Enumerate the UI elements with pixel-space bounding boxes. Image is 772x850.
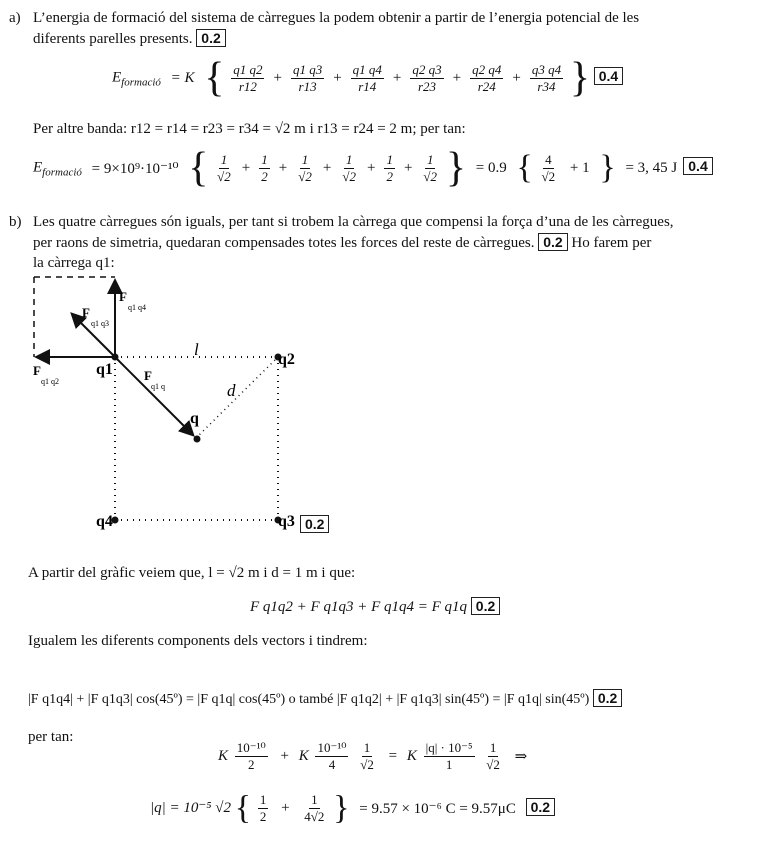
eq3-frac3-den: √2	[360, 757, 374, 772]
mark-a3: 0.4	[683, 157, 712, 175]
mark-a2: 0.4	[594, 67, 623, 85]
eq3-k2: K	[298, 747, 309, 764]
eq2-term-3	[340, 152, 358, 185]
eq1-term-3-den: r23	[417, 78, 437, 94]
eq2-frac-den: √2	[541, 168, 556, 184]
eq2-term-4	[384, 152, 395, 185]
section-b-line3: la càrrega q1:	[33, 255, 115, 271]
charge-q-dot	[194, 436, 201, 443]
eq3-frac3	[358, 740, 376, 773]
label-q1: q1	[96, 361, 113, 378]
eq1-plus-2: +	[333, 69, 342, 86]
eq2-pre: = 9×10⁹·10⁻¹⁰	[91, 160, 179, 177]
vector-sum-equation	[250, 597, 500, 616]
eq4-rhs: = 9.57 × 10⁻⁶ C = 9.57μC	[359, 801, 516, 817]
eq1-plus-5: +	[512, 69, 521, 86]
eq2-term-5-num: 1	[426, 151, 434, 167]
label-F-q1q4: F	[119, 289, 127, 304]
eq4-frac2-den: 4√2	[304, 809, 325, 824]
charges-diagram	[20, 268, 380, 538]
section-b-line1: Les quatre càrregues són iguals, per tant si trobem la càrrega que compensi la força d’una de les càrregues,	[33, 214, 674, 230]
eq2-terms	[212, 151, 442, 184]
eq2-term-1-num: 1	[261, 151, 268, 167]
section-b-line2-tail: Ho farem per	[571, 235, 652, 251]
eq4-plus: +	[281, 800, 290, 816]
label-F-q1q4-sub: q1 q4	[128, 303, 146, 312]
components-equation	[28, 689, 622, 708]
intro-line2-text: diferents parelles presents.	[33, 31, 193, 47]
label-d: d	[227, 381, 236, 400]
eq2-plus-5: +	[403, 159, 413, 176]
eq1-term-0-den: r12	[238, 78, 257, 94]
eq3-frac2-den: 4	[328, 757, 336, 772]
eq4-frac1-num: 1	[259, 792, 267, 807]
eq3-arrow: ⇒	[514, 749, 528, 765]
eq1-term-3-num: q2 q3	[412, 61, 442, 77]
label-F-q1q3-sub: q1 q3	[91, 319, 109, 328]
eq1-term-0	[231, 62, 264, 95]
section-a-intro-line1: L’energia de formació del sistema de càrregues la podem obtenir a partir de l’energia potencial de les	[33, 10, 640, 26]
eq4-open-brace: {	[234, 789, 252, 827]
equation-formation-numeric	[33, 145, 713, 191]
eq3-frac1-den: 2	[248, 757, 255, 772]
eq2-term-3-den: √2	[342, 168, 356, 184]
eq1-term-4-den: r24	[477, 78, 496, 94]
eq1-plus-1: +	[273, 69, 282, 86]
mark-a1: 0.2	[196, 29, 225, 47]
eq3-frac3-num: 1	[363, 740, 371, 755]
eq1-open-brace: {	[204, 55, 225, 101]
eq2-plus-2: +	[278, 159, 288, 176]
graph-line: A partir del gràfic veiem que, l = √2 m i d = 1 m i que:	[28, 565, 356, 581]
eq1-term-5	[530, 62, 563, 95]
eq1-equals-k: = K	[170, 69, 195, 86]
label-F-q1q2: F	[33, 363, 41, 378]
mark-b4: 0.2	[526, 798, 555, 816]
label-F-q1q3: F	[82, 305, 90, 320]
eq1-close-brace: }	[569, 55, 590, 101]
eq2-frac-num: 4	[545, 151, 552, 167]
label-q4: q4	[96, 513, 113, 530]
eq3-frac4-num: |q| · 10⁻⁵	[425, 740, 473, 755]
eq2-term-5-den: √2	[423, 168, 438, 184]
eq2-mid: = 0.9	[475, 159, 507, 176]
mark-b2: 0.2	[471, 597, 500, 615]
eq4-frac1	[258, 792, 269, 825]
eq2-open-brace-2: {	[516, 149, 533, 186]
eq2-open-brace: {	[188, 145, 209, 191]
mark-b3: 0.2	[593, 689, 622, 707]
eq2-term-4-den: 2	[386, 168, 393, 184]
eq1-term-2-num: q1 q4	[352, 61, 382, 77]
label-l: l	[194, 340, 199, 359]
section-a-label: a)	[9, 10, 21, 26]
eq3-frac5-num: 1	[489, 740, 497, 755]
comp-eq-text: |F q1q4| + |F q1q3| cos(45º) = |F q1q| cos(45º) o també |F q1q2| + |F q1q3| sin(45º) = |F q1q| sin(45º)	[28, 692, 590, 707]
equation-formation-energy	[112, 55, 623, 101]
components-line: Igualem les diferents components dels vectors i tindrem:	[28, 633, 368, 649]
eq1-term-0-num: q1 q2	[233, 61, 263, 77]
eq2-plus-4: +	[366, 159, 376, 176]
eq2-term-0	[215, 152, 233, 185]
eq3-frac1	[235, 740, 268, 773]
eq3-k3: K	[406, 747, 417, 764]
eq2-term-0-den: √2	[217, 168, 231, 184]
eq2-term-2-den: √2	[298, 168, 312, 184]
eq2-term-2-num: 1	[301, 151, 309, 167]
mark-b1: 0.2	[538, 233, 567, 251]
eq4-frac1-den: 2	[259, 809, 267, 824]
eq2-term-3-num: 1	[345, 151, 353, 167]
distances-line: Per altre banda: r12 = r14 = r23 = r34 = √2 m i r13 = r24 = 2 m; per tan:	[33, 121, 466, 137]
label-q: q	[190, 410, 199, 427]
per-tan-line: per tan:	[28, 729, 74, 745]
eq1-term-1	[291, 62, 324, 95]
eq4-close-brace: }	[333, 789, 350, 827]
eq1-term-2-den: r14	[358, 78, 377, 94]
eq3-frac5	[484, 740, 502, 773]
eq1-term-3	[410, 62, 443, 95]
eq2-plus1: + 1	[569, 159, 590, 176]
eq3-plus: +	[280, 748, 289, 764]
eq2-lhs-sub: formació	[42, 166, 82, 179]
eq2-term-0-num: 1	[220, 151, 228, 167]
vec-eq-text: F q1q2 + F q1q3 + F q1q4 = F q1q	[250, 599, 468, 615]
eq1-term-5-num: q3 q4	[531, 61, 562, 77]
eq1-lhs: E	[112, 69, 122, 86]
section-b-label: b)	[9, 214, 22, 230]
eq3-k1: K	[218, 747, 229, 764]
eq2-close-brace-2: }	[599, 149, 616, 186]
force-q1q-vector	[115, 357, 192, 434]
eq1-term-4	[470, 62, 503, 95]
eq1-term-1-num: q1 q3	[292, 61, 323, 77]
eq3-frac4	[424, 740, 475, 773]
section-b-line2-text: per raons de simetria, quedaran compensades totes les forces del reste de càrregues.	[33, 235, 535, 251]
eq2-plus-1: +	[241, 159, 251, 176]
eq1-term-5-den: r34	[537, 78, 556, 94]
eq1-terms	[228, 61, 566, 94]
eq4-lhs: |q| = 10⁻⁵ √2	[150, 799, 231, 816]
eq2-lhs: E	[33, 159, 43, 176]
eq2-term-5	[421, 152, 439, 185]
eq3-frac2-num: 10⁻¹⁰	[317, 740, 347, 755]
eq1-lhs-sub: formació	[121, 76, 161, 89]
eq2-frac	[540, 152, 558, 185]
distance-d-line	[196, 357, 278, 438]
eq3-equals: =	[388, 748, 398, 764]
eq2-term-1-den: 2	[261, 168, 268, 184]
charge-q1-dot	[112, 354, 119, 361]
eq1-term-1-den: r13	[298, 78, 317, 94]
label-q3: q3	[278, 513, 295, 530]
section-b-line2	[33, 233, 651, 253]
eq2-plus-3: +	[322, 159, 332, 176]
label-F-q1q2-sub: q1 q2	[41, 377, 59, 386]
label-q2: q2	[278, 351, 295, 368]
eq2-term-1	[259, 152, 270, 185]
eq1-term-4-num: q2 q4	[472, 61, 502, 77]
equation-4	[150, 789, 555, 827]
mark-b-diagram: 0.2	[300, 515, 329, 533]
eq3-frac5-den: √2	[486, 757, 500, 772]
eq2-close-brace: }	[445, 145, 466, 191]
eq1-term-2	[351, 62, 384, 95]
eq3-frac2	[315, 740, 348, 773]
label-F-q1q: F	[144, 368, 152, 383]
eq2-term-4-num: 1	[386, 151, 393, 167]
eq2-term-2	[296, 152, 314, 185]
eq1-plus-3: +	[392, 69, 402, 86]
label-F-q1q-sub: q1 q	[151, 382, 165, 391]
eq3-frac1-num: 10⁻¹⁰	[236, 740, 266, 755]
eq2-result: = 3, 45 J	[625, 159, 678, 176]
eq4-frac2	[302, 792, 326, 825]
eq4-frac2-num: 1	[311, 792, 318, 807]
eq3-frac4-den: 1	[445, 757, 453, 772]
equation-3	[218, 740, 533, 773]
eq1-plus-4: +	[452, 69, 462, 86]
section-a-intro-line2	[33, 29, 226, 49]
